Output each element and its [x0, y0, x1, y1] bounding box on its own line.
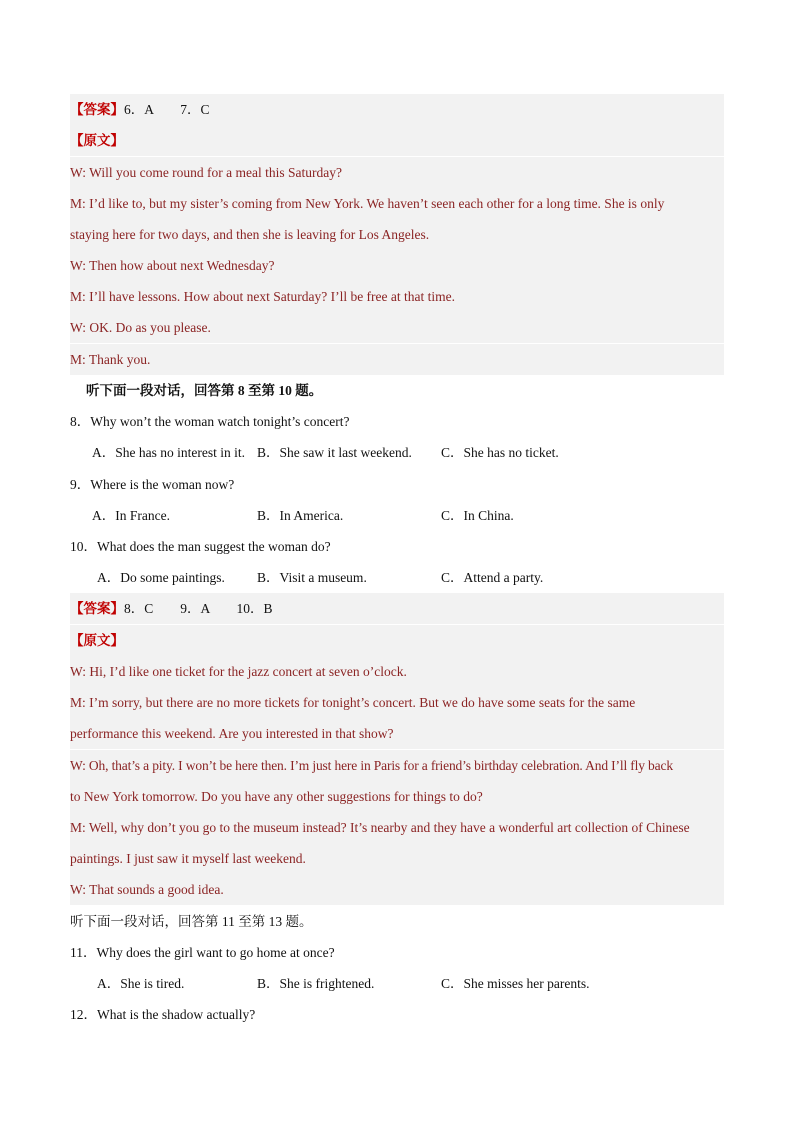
transcript-line: W: OK. Do as you please.: [70, 312, 724, 343]
option-a: A．In France.: [92, 508, 170, 523]
question-10: 10．What does the man suggest the woman do?: [70, 539, 331, 554]
answer-line-6-7: [70, 94, 724, 125]
question-12: 12．What is the shadow actually?: [70, 1007, 256, 1022]
transcript-line: performance this weekend. Are you interested in that show?: [70, 718, 724, 749]
answer-text: 8．C 9．A 10．B: [124, 601, 273, 616]
answer-text: 6．A 7．C: [124, 102, 210, 117]
transcript-line: M: Thank you.: [70, 344, 724, 375]
section-instruction: 听下面一段对话，回答第 8 至第 10 题。: [86, 383, 323, 398]
source-tag: 【原文】: [70, 133, 124, 148]
option-c: C．In China.: [441, 508, 514, 523]
option-c: C．Attend a party.: [441, 570, 544, 585]
source-tag: 【原文】: [70, 633, 124, 648]
option-c: C．She misses her parents.: [441, 976, 590, 991]
option-c: C．She has no ticket.: [441, 445, 559, 460]
answer-tag: 【答案】: [70, 601, 124, 616]
transcript-line: M: I’ll have lessons. How about next Saturday? I’ll be free at that time.: [70, 281, 724, 312]
answer-tag: 【答案】: [70, 102, 124, 117]
question-9: 9．Where is the woman now?: [70, 477, 235, 492]
transcript-line: M: I’d like to, but my sister’s coming from New York. We haven’t seen each other for a long time. She is only: [70, 188, 724, 219]
transcript-line: to New York tomorrow. Do you have any other suggestions for things to do?: [70, 781, 724, 812]
transcript-line: W: Will you come round for a meal this Saturday?: [70, 157, 724, 188]
transcript-line: staying here for two days, and then she is leaving for Los Angeles.: [70, 219, 724, 250]
answer-line-8-10: [70, 593, 724, 624]
option-a: A．Do some paintings.: [97, 570, 225, 585]
transcript-line: M: I’m sorry, but there are no more tickets for tonight’s concert. But we do have some seats for the same: [70, 687, 724, 718]
option-b: B．She is frightened.: [257, 976, 375, 991]
section-instruction: 听下面一段对话，回答第 11 至第 13 题。: [70, 914, 313, 929]
transcript-line: W: That sounds a good idea.: [70, 874, 724, 905]
source-line: [70, 625, 724, 656]
option-b: B．In America.: [257, 508, 344, 523]
transcript-line: W: Hi, I’d like one ticket for the jazz concert at seven o’clock.: [70, 656, 724, 687]
option-a: A．She is tired.: [97, 976, 185, 991]
option-b: B．She saw it last weekend.: [257, 445, 412, 460]
transcript-line: paintings. I just saw it myself last weekend.: [70, 843, 724, 874]
transcript-line: W: Oh, that’s a pity. I won’t be here then. I’m just here in Paris for a friend’s birthday celebration. And I’ll fly back: [70, 750, 724, 781]
question-8: 8．Why won’t the woman watch tonight’s concert?: [70, 414, 350, 429]
option-b: B．Visit a museum.: [257, 570, 367, 585]
transcript-line: M: Well, why don’t you go to the museum instead? It’s nearby and they have a wonderful art collection of Chinese: [70, 812, 724, 843]
transcript-line: W: Then how about next Wednesday?: [70, 250, 724, 281]
question-11: 11．Why does the girl want to go home at once?: [70, 945, 335, 960]
source-line: [70, 125, 724, 156]
option-a: A．She has no interest in it.: [92, 445, 245, 460]
